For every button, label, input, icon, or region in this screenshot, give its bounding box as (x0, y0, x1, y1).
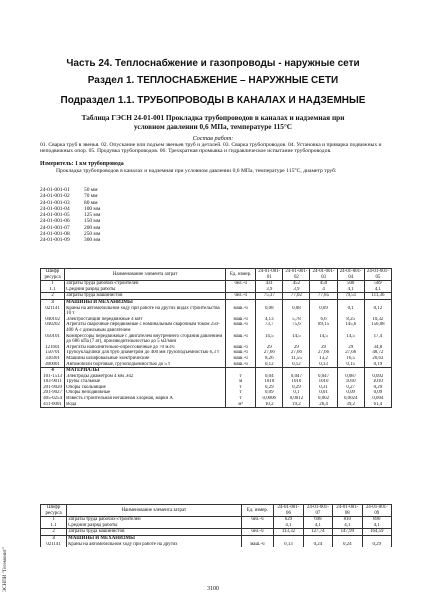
norm-value: 0,01 (310, 390, 337, 396)
norm-value: 5,78 (283, 317, 310, 323)
unit: чел.-ч (241, 517, 274, 523)
norm-value: 0,047 (283, 374, 310, 380)
unit: маш.-ч (226, 322, 256, 333)
norm-value: 1010 (310, 379, 337, 385)
norm-value: 27,66 (256, 350, 283, 356)
cost-element: Агрегаты сварочные передвижные с номинальным сварочным током 250-400 А с дизельным двигателем (65, 322, 226, 333)
unit: маш.-ч (226, 362, 256, 368)
table-title-line-1: Таблица ГЭСН 24-01-001 Прокладка трубопроводов в каналах и надземная при (81, 113, 345, 122)
resource-code: 201-9020 (41, 385, 65, 391)
table-header (41, 269, 392, 281)
norm-value: 34,8 (364, 345, 391, 351)
norm-value: 1010 (256, 379, 283, 385)
norm-value: 0,04 (256, 374, 283, 380)
subsection-title: Подраздел 1.1. ТРУБОПРОВОДЫ В КАНАЛАХ И НАДЗЕМНЫЕ (60, 95, 366, 106)
cost-element: Известь строительная негашеная хлорная, марки А (65, 396, 226, 402)
unit: т (226, 374, 256, 380)
resource-code: 411-0001 (41, 402, 65, 408)
norm-value: 0,12 (364, 306, 391, 317)
norm-value: 48,72 (364, 350, 391, 356)
table-row (41, 306, 392, 317)
resource-code: 2 (41, 293, 65, 300)
norm-value: 61,4 (364, 402, 391, 408)
norm-value: 89,15 (310, 322, 337, 333)
resource-code: 3 (41, 299, 65, 305)
norm-value: 111,36 (364, 293, 391, 300)
cost-element: Трубы стальные (65, 379, 226, 385)
table-row (41, 402, 392, 408)
norm-value: 73,7 (256, 322, 283, 333)
cost-element: Затраты труда рабочих-строителей (67, 517, 241, 523)
resource-code: 1 (41, 281, 65, 287)
sidebar-publisher: ЭСНПИ "Гегемонит" (3, 547, 8, 592)
norm-value: 26,4 (310, 402, 337, 408)
column-header: 24-01-001-08 (333, 505, 362, 517)
norm-value: 4,1 (274, 523, 303, 529)
norm-value: 4 (310, 287, 337, 293)
unit: маш.-ч (241, 542, 274, 548)
norm-value: 39,2 (337, 402, 364, 408)
cost-element: МАТЕРИАЛЫ (65, 368, 226, 374)
table-row (41, 529, 392, 536)
unit: т (226, 385, 256, 391)
unit: чел.-ч (241, 529, 274, 536)
column-header: 24-01-001-09 (362, 505, 391, 517)
norm-value: 452 (283, 281, 310, 287)
column-header: 24-01-001-07 (303, 505, 332, 517)
norm-value: 431 (256, 281, 283, 287)
resource-code: 405-0254 (41, 396, 65, 402)
cost-element: Краны на автомобильном ходу при работе на других видах строительства 10 т (65, 306, 226, 317)
unit: т (226, 396, 256, 402)
norm-value: 77,02 (283, 293, 310, 300)
cost-element: Автомобили бортовые, грузоподъемностью до 5 т (65, 362, 226, 368)
part-title: Часть 24. Теплоснабжение и газопроводы - наружные сети (66, 58, 360, 69)
cost-element: Средний разряд работы (67, 523, 241, 529)
column-header: 24-01-001-03 (310, 269, 337, 281)
description: Прокладка трубопроводов в каналах и надземная при условном давлении 0,6 МПа, температуре 115°С, диаметр труб: (56, 168, 337, 174)
norm-value: 890 (362, 517, 391, 523)
code-diameter: 150 мм (84, 218, 101, 225)
cost-element: Трубоукладчики для труб диаметром до 400 мм грузоподъемностью 6,3 т (65, 350, 226, 356)
measure-unit: Измеритель: 1 км трубопровода (40, 161, 124, 167)
norm-value: 75,6 (283, 322, 310, 333)
norm-value: 10,32 (364, 317, 391, 323)
cost-element: МАШИНЫ И МЕХАНИЗМЫ (65, 299, 226, 305)
cost-element: Краны на автомобильном ходу при работе на других (67, 542, 241, 548)
norm-value: 14,5 (337, 334, 364, 345)
code-diameter: 300 мм (84, 237, 101, 244)
unit: м (226, 379, 256, 385)
norm-value: 29 (310, 345, 337, 351)
column-header: 24-01-001-02 (283, 269, 310, 281)
norm-value: 0,09 (337, 390, 364, 396)
norm-value: 0,13 (274, 542, 303, 548)
code-diameter: 250 мм (84, 231, 101, 238)
norm-value: 3,9 (256, 287, 283, 293)
norms-table-2 (40, 504, 392, 547)
cost-element: Опоры скользящие (65, 385, 226, 391)
norm-value: 1010 (364, 379, 391, 385)
column-header: Наименование элемента затрат (65, 269, 226, 281)
resource-code: 150701 (41, 350, 65, 356)
code-id: 24-01-001-04 (40, 205, 70, 212)
code-diameter: 200 мм (84, 224, 101, 231)
table-title-line-2: условном давлении 0,6 МПа, температуре 115°С (133, 122, 293, 131)
norm-value: 0,29 (364, 385, 391, 391)
table-row (41, 334, 392, 345)
norm-value: 0,09 (364, 390, 391, 396)
cost-element: Затраты труда рабочих-строителей (65, 281, 226, 287)
norm-value: 147,99 (333, 529, 362, 536)
unit: м³ (226, 402, 256, 408)
norm-value: 27,66 (310, 350, 337, 356)
unit: маш.-ч (226, 306, 256, 317)
resource-code: 330301 (41, 356, 65, 362)
cost-element: Средний разряд работы (65, 287, 226, 293)
norm-value: 0,08 (256, 306, 283, 317)
code-id: 24-01-001-06 (40, 218, 70, 225)
norm-value: 4,13 (256, 317, 283, 323)
norm-value: 1010 (337, 379, 364, 385)
code-diameter: 100 мм (84, 205, 101, 212)
cost-element: Опоры неподвижные (65, 390, 226, 396)
code-id: 24-01-001-03 (40, 199, 70, 206)
resource-code: 040102 (41, 317, 65, 323)
norm-value: 20,63 (364, 356, 391, 362)
code-id: 24-01-001-05 (40, 212, 70, 219)
norm-value: 0,09 (310, 306, 337, 317)
norm-value: 29 (283, 345, 310, 351)
resource-code: 040202 (41, 322, 65, 333)
page-number: 3100 (207, 586, 219, 592)
column-header: 24-01-001-05 (364, 269, 391, 281)
norm-value: 500 (337, 281, 364, 287)
resource-code: 2 (41, 529, 67, 536)
norm-value: 10,2 (256, 402, 283, 408)
norm-value: 0,08 (283, 306, 310, 317)
norm-value: 0,09 (256, 390, 283, 396)
norm-value: 164,59 (362, 529, 391, 536)
norm-value: 1010 (283, 379, 310, 385)
resource-code: 021141 (41, 542, 67, 548)
column-header: Шифр ресурса (41, 505, 67, 517)
norm-value: 4,1 (303, 523, 332, 529)
code-id: 24-01-001-09 (40, 237, 70, 244)
cost-element: Электроды диаметром 4 мм Э42 (65, 374, 226, 380)
norm-value: 0,29 (256, 385, 283, 391)
norm-value: 11,55 (283, 356, 310, 362)
cost-element: Затраты труда машинистов (67, 529, 241, 536)
section-title: Раздел 1. ТЕПЛОСНАБЖЕНИЕ – НАРУЖНЫЕ СЕТИ (87, 75, 339, 86)
norm-value: 0,31 (310, 385, 337, 391)
norm-value: 19,2 (283, 402, 310, 408)
norm-value: 14,5 (256, 334, 283, 345)
norm-value: 14,5 (283, 334, 310, 345)
norm-value: 0,24 (333, 542, 362, 548)
norm-value: 75,37 (256, 293, 283, 300)
norm-value: 6,6 (310, 317, 337, 323)
code-id: 24-01-001-01 (40, 187, 70, 193)
norm-value: 0,27 (337, 385, 364, 391)
resource-code: 3 (41, 535, 67, 541)
norm-value: 77,85 (310, 293, 337, 300)
norm-value: 127,74 (303, 529, 332, 536)
norm-value: 629 (274, 517, 303, 523)
norm-value: 8,25 (337, 317, 364, 323)
norm-value: 4,1 (337, 287, 364, 293)
column-header: 24-01-001-04 (337, 269, 364, 281)
resource-code: 103-9011 (41, 379, 65, 385)
unit: т (226, 390, 256, 396)
cost-element: Компрессоры передвижные с двигателем внутреннего сгорания давлением до 686 кПа (7 ат), производительностью до 5 м3/мин (65, 334, 226, 345)
resource-code: 1 (41, 517, 67, 523)
norm-value: 0,29 (283, 385, 310, 391)
cost-element: МАШИНЫ И МЕХАНИЗМЫ (67, 535, 241, 541)
norm-value: 27,66 (283, 350, 310, 356)
table-row (41, 322, 392, 333)
code-id: 24-01-001-07 (40, 224, 70, 231)
unit: маш.-ч (226, 317, 256, 323)
code-id: 24-01-001-08 (40, 231, 70, 238)
norm-value: 0,0012 (283, 396, 310, 402)
column-header: Шифр ресурса (41, 269, 65, 281)
unit: маш.-ч (226, 350, 256, 356)
norm-value: 8,26 (256, 356, 283, 362)
code-diameter: 70 мм (84, 193, 98, 200)
norm-value: 0,13 (310, 362, 337, 368)
code-list (40, 187, 100, 244)
norm-value: 150,08 (364, 322, 391, 333)
column-header: Ед. измер. (226, 269, 256, 281)
table-row (41, 542, 392, 548)
norm-value: 3,9 (283, 287, 310, 293)
norm-value: 29 (337, 345, 364, 351)
table-row (41, 293, 392, 300)
column-header: 24-01-001-01 (256, 269, 283, 281)
unit: маш.-ч (226, 356, 256, 362)
norm-value: 0,092 (364, 374, 391, 380)
cost-element: Агрегаты наполнительно-опрессовочные до 70 м3/ч (65, 345, 226, 351)
resource-code: 101-1513 (41, 374, 65, 380)
code-diameter: 50 мм (84, 187, 98, 193)
norm-value: 0,047 (310, 374, 337, 380)
column-header: 24-01-001-06 (274, 505, 303, 517)
resource-code: 1.1 (41, 287, 65, 293)
unit: маш.-ч (226, 345, 256, 351)
cost-element: Вода (65, 402, 226, 408)
work-composition-heading: Состав работ: (192, 135, 234, 142)
norm-value: 0,002 (310, 396, 337, 402)
table-title (40, 113, 386, 131)
norm-value: 14,5 (310, 334, 337, 345)
table-header (41, 505, 392, 517)
norm-value: 0,0024 (337, 396, 364, 402)
norm-value: 810 (333, 517, 362, 523)
norm-value: 27,66 (337, 350, 364, 356)
norm-value: 698 (303, 517, 332, 523)
norm-value: 113,32 (274, 529, 303, 536)
code-id: 24-01-001-02 (40, 193, 70, 200)
norm-value: 0,24 (303, 542, 332, 548)
cost-element: Электростанции передвижные 4 кВт (65, 317, 226, 323)
column-header: Наименование элемента затрат (67, 505, 241, 517)
column-header: Ед. измер. (241, 505, 274, 517)
norm-value: 0,0006 (256, 396, 283, 402)
norm-value: 0,1 (337, 306, 364, 317)
norm-value: 0,29 (362, 542, 391, 548)
code-diameter: 80 мм (84, 199, 98, 206)
norms-table-1 (40, 268, 392, 408)
norm-value: 16,5 (337, 356, 364, 362)
resource-code: 021141 (41, 306, 65, 317)
norm-value: 569 (364, 281, 391, 287)
cost-element: Машины шлифовальные электрические (65, 356, 226, 362)
norm-value: 145,6 (337, 322, 364, 333)
resource-code: 1.1 (41, 523, 67, 529)
norm-value: 13,2 (310, 356, 337, 362)
norm-value: 0,15 (337, 362, 364, 368)
norm-value: 0,1 (283, 390, 310, 396)
resource-code: 4 (41, 368, 65, 374)
cost-element: Затраты труда машинистов (65, 293, 226, 300)
norm-value: 79,51 (337, 293, 364, 300)
norm-value: 29 (256, 345, 283, 351)
code-item (40, 237, 100, 243)
norm-value: 459 (310, 281, 337, 287)
norm-value: 0,12 (256, 362, 283, 368)
resource-code: 121601 (41, 345, 65, 351)
norm-value: 0,19 (364, 362, 391, 368)
resource-code: 201-9027 (41, 390, 65, 396)
unit: чел.-ч (226, 281, 256, 287)
norm-value: 4,1 (364, 287, 391, 293)
norm-value: 0,004 (364, 396, 391, 402)
work-composition-text: 01. Сварка труб в звенья. 02. Опускание или подъем звеньев труб и деталей. 03. Сварка трубопроводов. 04. Установка и приварка подвижных и неподвижных опор. 05. Продувка трубопроводов. 06. Трехкратная промывка и гидравлическое испытание трубопроводов. (40, 142, 382, 155)
norm-value: 4,1 (333, 523, 362, 529)
resource-code: 400001 (41, 362, 65, 368)
norm-value: 0,087 (337, 374, 364, 380)
code-diameter: 125 мм (84, 212, 101, 219)
resource-code: 050101 (41, 334, 65, 345)
norm-value: 17,4 (364, 334, 391, 345)
unit: чел.-ч (226, 293, 256, 300)
norm-value: 4,1 (362, 523, 391, 529)
norm-value: 0,12 (283, 362, 310, 368)
unit: маш.-ч (226, 334, 256, 345)
